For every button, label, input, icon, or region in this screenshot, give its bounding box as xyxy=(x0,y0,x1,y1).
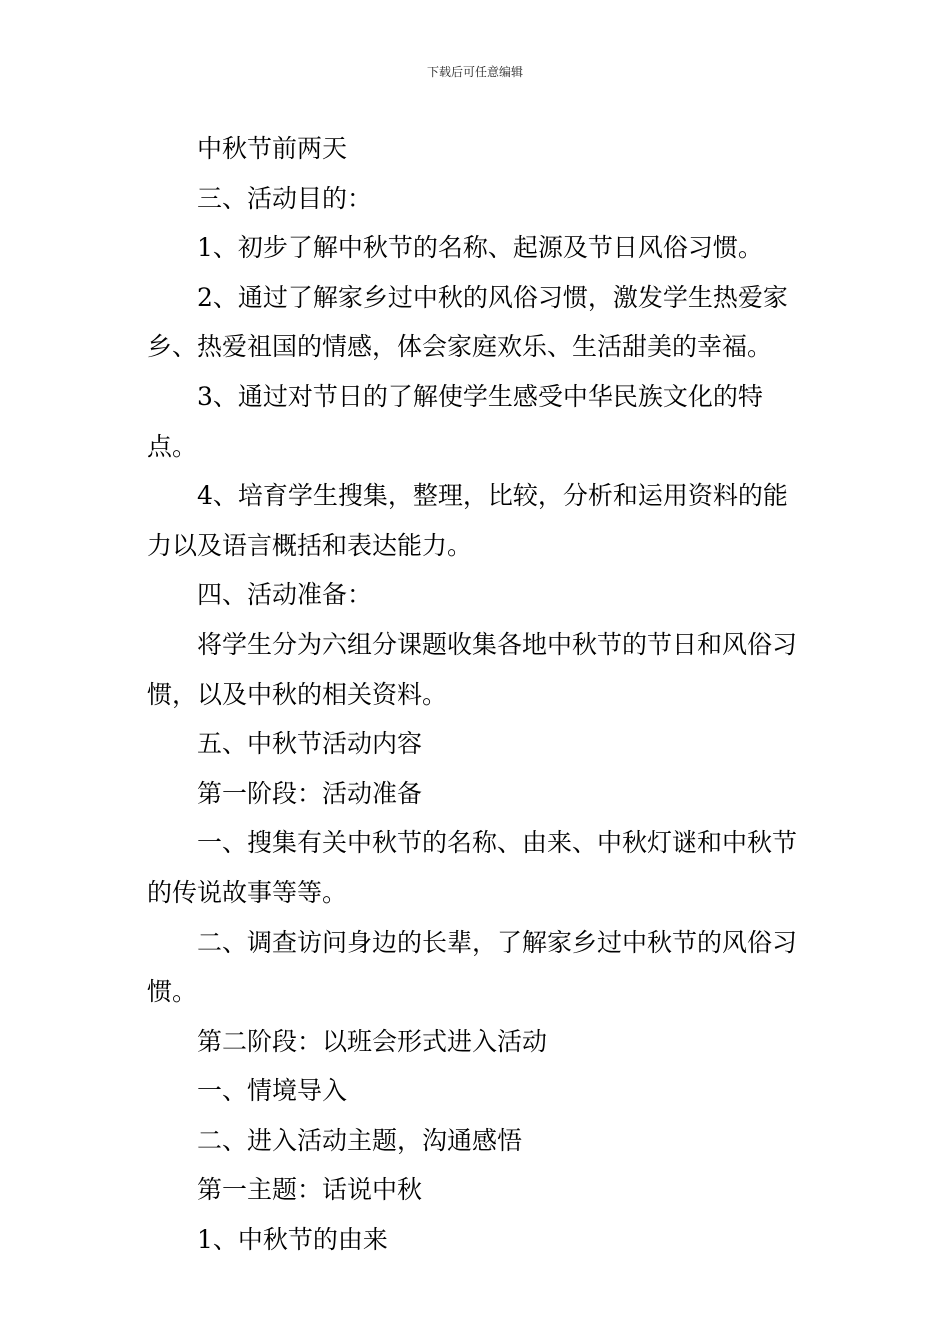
section-heading: 五、中秋节活动内容 xyxy=(197,729,423,759)
section-heading: 四、活动准备： xyxy=(197,580,373,610)
paragraph: 2、通过了解家乡过中秋的风俗习惯，激发学生热爱家乡、热爱祖国的情感，体会家庭欢乐、生活甜美的幸福。 xyxy=(147,282,788,362)
paragraph: 将学生分为六组分课题收集各地中秋节的节日和风俗习惯，以及中秋的相关资料。 xyxy=(147,629,798,709)
paragraph: 1、初步了解中秋节的名称、起源及节日风俗习惯。 xyxy=(197,233,763,263)
paragraph: 3、通过对节日的了解使学生感受中华民族文化的特点。 xyxy=(147,381,763,461)
subsection-heading: 第一主题：话说中秋 xyxy=(197,1175,423,1205)
document-body xyxy=(147,124,807,1265)
page-header: 下载后可任意编辑 xyxy=(426,65,523,79)
paragraph: 中秋节前两天 xyxy=(197,134,348,163)
subsection-heading: 第一阶段：活动准备 xyxy=(197,778,423,808)
paragraph: 二、调查访问身边的长辈，了解家乡过中秋节的风俗习惯。 xyxy=(147,927,798,1007)
paragraph: 1、中秋节的由来 xyxy=(197,1225,388,1255)
subsection-heading: 第二阶段：以班会形式进入活动 xyxy=(197,1026,548,1056)
paragraph: 二、进入活动主题，沟通感悟 xyxy=(197,1125,523,1155)
paragraph: 一、搜集有关中秋节的名称、由来、中秋灯谜和中秋节的传说故事等等。 xyxy=(147,828,798,907)
section-heading: 三、活动目的： xyxy=(197,183,373,213)
paragraph: 一、情境导入 xyxy=(197,1076,348,1106)
paragraph: 4、培育学生搜集，整理，比较，分析和运用资料的能力以及语言概括和表达能力。 xyxy=(147,481,788,560)
